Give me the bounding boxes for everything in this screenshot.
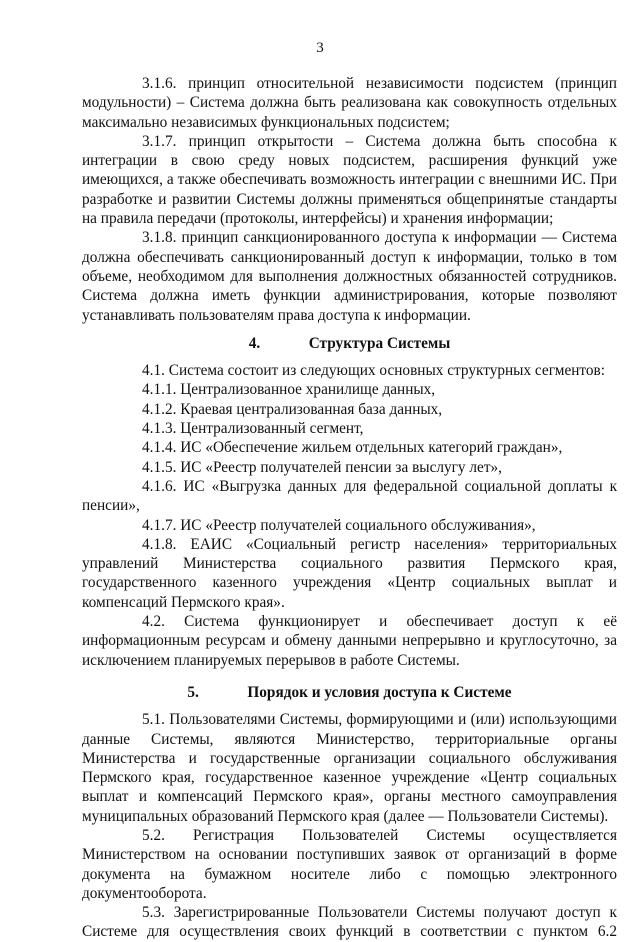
item-number: 4.1. — [142, 362, 165, 380]
section-4-heading — [82, 334, 617, 353]
item-number: 5.1. — [142, 711, 165, 729]
paragraph-text: принцип относительной независимости подсистем (принцип модульности) – Система должна быть реализована как совокупность отдельных максимально независимых функциональных подсистем; — [82, 75, 617, 131]
page-number: 3 — [316, 40, 324, 56]
item-text: Зарегистрированные Пользователи Системы получают доступ к Системе для осуществления своих функций в соответствии с пунктом 6.2 — [82, 904, 617, 941]
paragraph-number: 3.1.6. — [142, 75, 177, 92]
document-body — [82, 74, 617, 942]
list-item — [82, 400, 617, 419]
section-title: Порядок и условия доступа к Системе — [247, 683, 512, 701]
paragraph-3-1-6 — [82, 74, 617, 132]
list-item — [82, 516, 617, 535]
item-number: 4.1.5. — [142, 458, 177, 476]
list-item — [82, 535, 617, 612]
item-number: 4.1.6. — [142, 477, 177, 495]
section-number: 4. — [248, 334, 261, 352]
section-3-tail — [82, 74, 617, 325]
item-number: 5.3. — [142, 904, 165, 922]
list-item — [82, 903, 617, 942]
item-text: Система функционирует и обеспечивает доступ к её информационным ресурсам и обмену данными непрерывно и круглосуточно, за исключением планируемых перерывов в работе Системы. — [82, 613, 617, 669]
paragraph-3-1-7 — [82, 132, 617, 228]
item-number: 4.2. — [142, 613, 165, 631]
section-number: 5. — [187, 683, 199, 701]
list-item — [82, 826, 617, 903]
section-5-list — [82, 710, 617, 942]
list-item — [82, 419, 617, 438]
item-text: Централизованное хранилище данных, — [180, 381, 436, 399]
item-number: 4.1.1. — [142, 381, 177, 399]
paragraph-3-1-8 — [82, 228, 617, 324]
list-item — [82, 438, 617, 457]
list-item — [82, 612, 617, 670]
item-text: ИС «Реестр получателей социального обслуживания», — [180, 516, 536, 534]
item-text: Регистрация Пользователей Системы осуществляется Министерством на основании поступивших заявок от организаций в форме документа на бумажном носителе либо с помощью электронного документооборота. — [82, 826, 617, 902]
item-text: ИС «Обеспечение жильем отдельных категорий граждан», — [180, 439, 563, 457]
section-title: Структура Системы — [308, 334, 451, 352]
list-item — [82, 477, 617, 516]
list-item — [82, 361, 617, 380]
item-number: 4.1.8. — [142, 535, 177, 553]
list-item — [82, 458, 617, 477]
item-text: ЕАИС «Социальный регистр населения» территориальных управлений Министерства социального развития Пермского края, государственного казенного учреждения «Центр социальных выплат и компенсаций Пермского края». — [82, 535, 617, 611]
item-number: 4.1.4. — [142, 439, 177, 457]
list-item — [82, 380, 617, 399]
paragraph-number: 3.1.7. — [142, 132, 177, 150]
paragraph-text: принцип санкционированного доступа к информации — Система должна обеспечивать санкционированный доступ к информации, только в том объеме, необходимом для выполнения должностных обязанностей сотрудников. Система должна иметь функции администрирования, которые позволяют устанавливать пользователям права доступа к информации. — [82, 229, 617, 324]
item-number: 4.1.3. — [142, 420, 177, 438]
item-number: 4.1.7. — [142, 516, 177, 534]
section-5-heading — [82, 683, 617, 702]
item-text: Система состоит из следующих основных структурных сегментов: — [168, 362, 606, 380]
item-number: 5.2. — [142, 826, 165, 844]
item-number: 4.1.2. — [142, 400, 177, 418]
item-text: Краевая централизованная база данных, — [180, 400, 443, 418]
paragraph-text: принцип открытости – Система должна быть способна к интеграции в свою среду новых подсистем, расширения функций уже имеющихся, а также обеспечивать возможность интеграции с внешними ИС. При разработке и развитии Системы должны применяться общепринятые стандарты на правила передачи (протоколы, интерфейсы) и хранения информации; — [82, 132, 617, 228]
paragraph-number: 3.1.8. — [142, 229, 177, 247]
item-text: Централизованный сегмент, — [180, 420, 364, 438]
item-text: ИС «Реестр получателей пенсии за выслугу лет», — [180, 458, 502, 476]
list-item — [82, 710, 617, 826]
item-text: ИС «Выгрузка данных для федеральной социальной доплаты к пенсии», — [82, 477, 617, 515]
item-text: Пользователями Системы, формирующими и (или) использующими данные Системы, являются Министерство, территориальные органы Министерства и государственные организации социального обслуживания Пермского края, государственное казенное учреждение «Центр социальных выплат и компенсаций Пермского края», органы местного самоуправления муниципальных образований Пермского края (далее — Пользователи Системы). — [82, 711, 617, 825]
section-4-list — [82, 361, 617, 670]
